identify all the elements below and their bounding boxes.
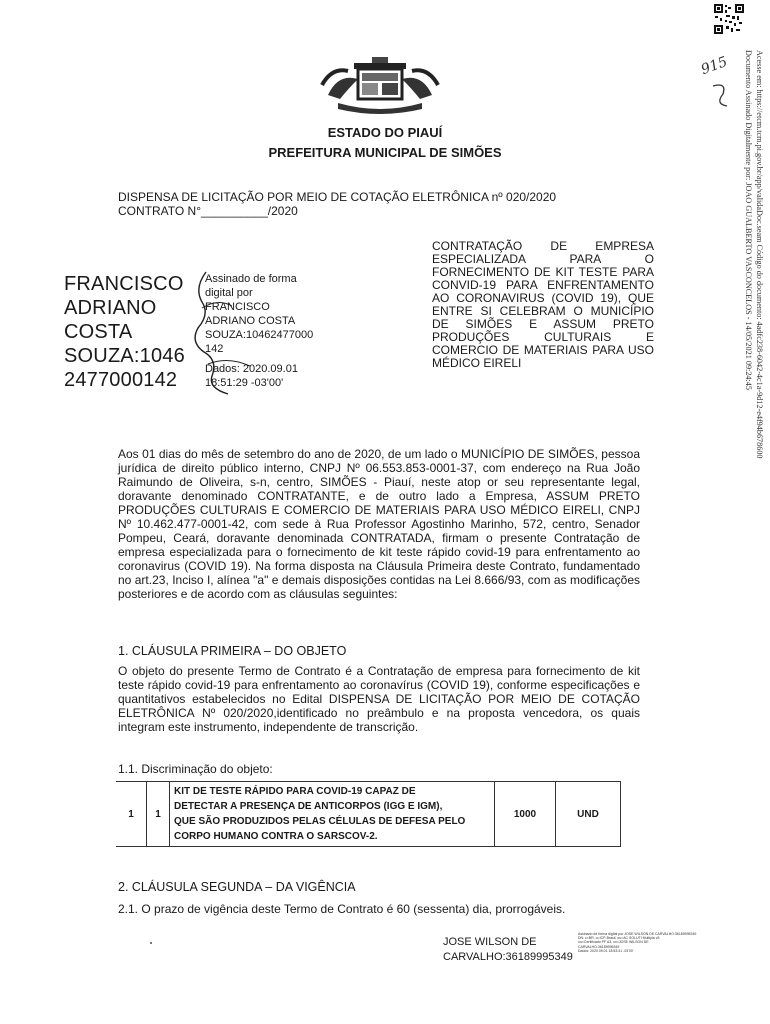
signature-detail-line: 18:51:29 -03'00' [205,377,284,389]
validation-qr-code [714,4,744,34]
clause-1-1-subheading: 1.1. Discriminação do objeto: [118,762,273,776]
clause-2-text: 2.1. O prazo de vigência deste Termo de Contrato é 60 (sessenta) dia, prorrogáveis. [118,902,566,916]
clause-2-heading: 2. CLÁUSULA SEGUNDA – DA VIGÊNCIA [118,880,356,894]
signature-details-francisco [205,272,313,390]
signature-detail-line: 142 [205,343,224,355]
contract-subject [118,190,556,218]
subject-line-dispensa: DISPENSA DE LICITAÇÃO POR MEIO DE COTAÇÃO ELETRÔNICA nº 020/2020 [118,190,557,204]
signer-name-line: 2477000142 [64,369,178,391]
signer-name-line: SOUZA:1046 [64,345,185,367]
signature-detail-line: digital por [205,287,253,299]
item-description-cell [170,782,495,847]
signer-name-line: FRANCISCO [64,273,184,295]
item-description-line: CORPO HUMANO CONTRA O SARSCOV-2. [174,831,378,842]
signer-name-wilson [443,935,573,965]
signer-name-francisco [64,272,185,392]
sidebar-line: Acesse em: https://etcm.tcm.pi.gov.br/app/validaDoc.seam Código do documento: 4adfc238-6042-4c1a-9d12-e4f94b678600 [755,50,764,459]
signer-name-line: COSTA [64,321,133,343]
signature-detail-line: SOUZA:10462477000 [205,329,314,341]
signature-detail-line: CARVALHO:36189995349 [578,944,620,949]
quantity-cell: 1000 [495,782,556,847]
signature-detail-line: FRANCISCO [205,301,270,313]
sidebar-line: Documento Assinado Digitalmente por: JOAO GUALBERTO VASCONCELOS - 14/05/2021 09:24:45 [744,50,753,390]
scan-speck [150,942,152,944]
signature-detail-line: ADRIANO COSTA [205,315,296,327]
object-items-table [116,781,621,847]
signer-name-line: JOSE WILSON DE [443,936,537,948]
signature-details-wilson [578,932,698,953]
subject-line-contract-number: CONTRATO N°__________/2020 [118,204,298,218]
clause-1-heading: 1. CLÁUSULA PRIMEIRA – DO OBJETO [118,644,347,658]
municipal-crest-logo [318,55,442,117]
clause-1-text: O objeto do presente Termo de Contrato é a Contratação de empresa para fornecimento de kit teste rápido covid-19 para enfrentamento ao coronavírus (COVID 19), conforme especificações e quantitativos estabelecidos no Edital DISPENSA DE LICITAÇÃO POR MEIO DE COTAÇÃO ELETRÔNICA Nº 020/2020,identificado no preâmbulo e na proposta vencedora, os quais integram este instrumento, independente de transcrição. [118,664,640,734]
item-description-line: DETECTAR A PRESENÇA DE ANTICORPOS (IGG E IGM), [174,801,443,812]
stamp-scribble [697,53,743,112]
item-description-line: KIT DE TESTE RÁPIDO PARA COVID-19 CAPAZ DE [174,786,416,797]
unit-cell: UND [556,782,621,847]
digital-signature-sidebar [744,50,764,535]
municipality-title: PREFEITURA MUNICIPAL DE SIMÕES [268,145,502,160]
contract-summary-ementa: CONTRATAÇÃO DE EMPRESA ESPECIALIZADA PARA O FORNECIMENTO DE KIT TESTE PARA CONVID-19 PARA ENFRENTAMENTO AO CORONAVIRUS (COVID 19), QUE ENTRE SI CELEBRAM O MUNICÍPIO DE SIMÕES E ASSUM PRETO PRODUÇÕES CULTURAIS E COMERCIO DE MATERIAIS PARA USO MÉDICO EIRELI [432,239,654,370]
signature-detail-line: ou=Certificado PF A3, cn=JOSE WILSON DE [578,940,649,945]
signature-detail-line: Assinado de forma [205,273,297,285]
signer-name-line: CARVALHO:36189995349 [443,951,573,963]
page-number-stamp-text: 915 [699,53,730,79]
signature-detail-line: Dados: 2020.09.01 [205,363,298,375]
lot-number-cell: 1 [147,782,170,847]
preamble-paragraph: Aos 01 dias do mês de setembro do ano de 2020, de um lado o MUNICÍPIO DE SIMÕES, pessoa jurídica de direito público interno, CNPJ Nº 06.553.853-0001-37, com endereço na Rua João Raimundo de Oliveira, s-n, centro, SIMÕES - Piauí, neste atop or seu representante legal, doravante denominado CONTRATANTE, e de outro lado a Empresa, ASSUM PRETO PRODUÇÕES CULTURAIS E COMERCIO DE MATERIAIS PARA USO MÉDICO EIRELI, CNPJ Nº 10.462.477-0001-42, com sede à Rua Professor Agostinho Marinho, 572, centro, Senador Pompeu, Ceará, doravante denominada CONTRATADA, firmam o presente Contratação de empresa especializada para o fornecimento de kit teste rápido covid-19 para enfrentamento ao coronavirus (COVID 19). Na forma disposta na Cláusula Primeira deste Contrato, fundamentado no art.23, Inciso I, alínea "a" e demais disposições contidas na Lei 8.666/93, com as modificações posteriores e de acordo com as cláusulas seguintes: [118,447,640,601]
table-row [116,782,621,847]
signature-detail-line: Assinado de forma digital por JOSE WILSON DE CARVALHO:36189995349 [578,932,697,936]
signature-detail-line: DN: c=BR, o=ICP-Brasil, ou=AC SOLUTI Multipla v5 [578,936,660,941]
page-number-stamp [697,53,743,112]
item-description-line: QUE SÃO PRODUZIDOS PELAS CÉLULAS DE DEFESA PELO [174,816,466,827]
item-number-cell: 1 [116,782,147,847]
state-title: ESTADO DO PIAUÍ [327,125,443,140]
signer-name-line: ADRIANO [64,297,157,319]
signature-detail-line: Dados: 2020.09.01 18:53:41 -03'00' [578,948,634,953]
